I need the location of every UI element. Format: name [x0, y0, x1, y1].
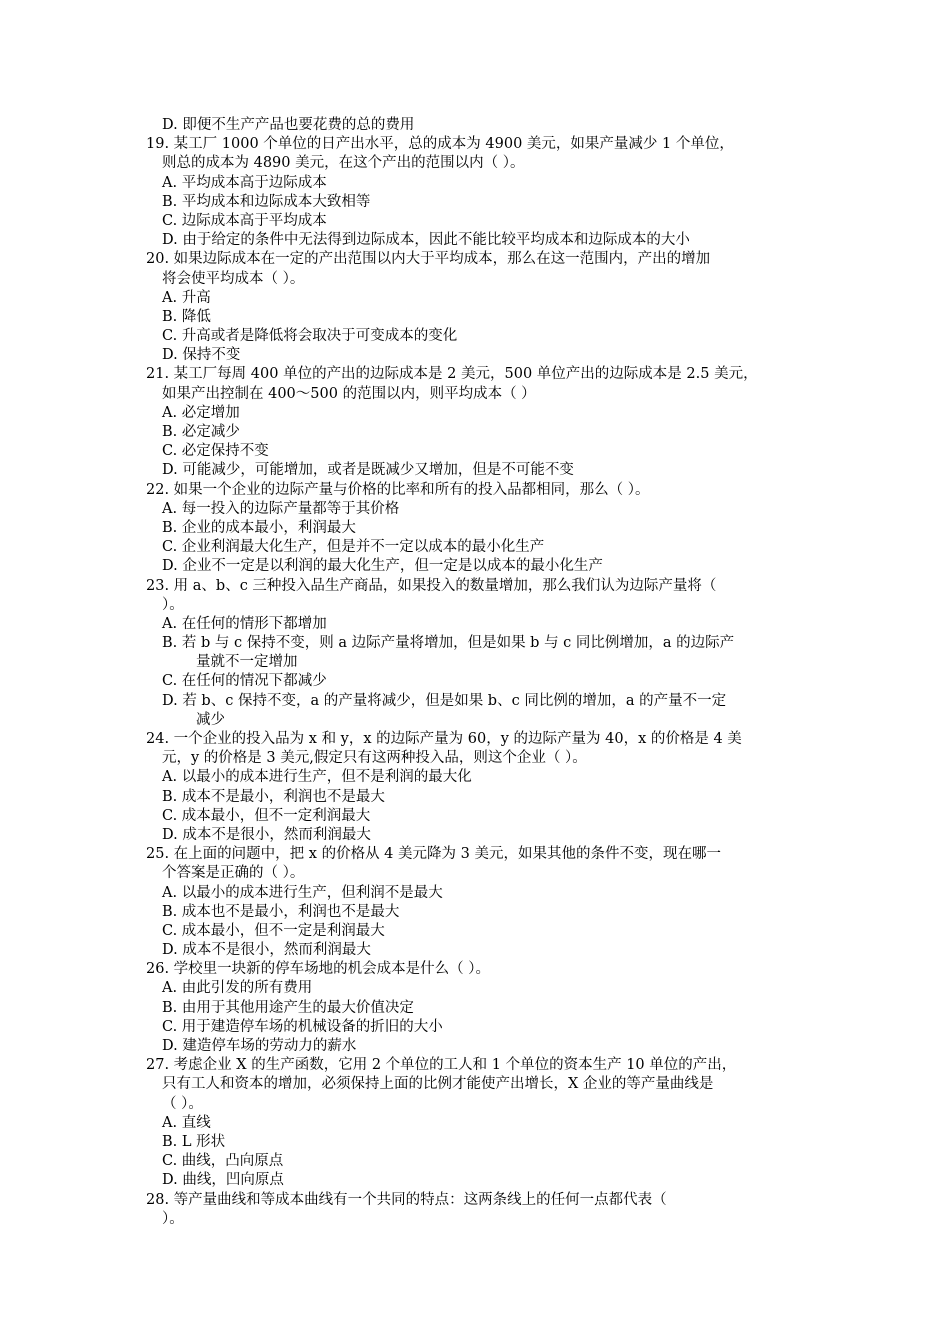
option-line: D. 保持不变	[162, 347, 241, 364]
question-list	[146, 116, 806, 1229]
option-line: C. 用于建造停车场的机械设备的折旧的大小	[162, 1018, 443, 1035]
question-line: 28. 等产量曲线和等成本曲线有一个共同的特点：这两条线上的任何一点都代表（	[146, 1191, 667, 1208]
option-line: D. 可能减少，可能增加，或者是既减少又增加，但是不可能不变	[162, 462, 574, 479]
question-line: 19. 某工厂 1000 个单位的日产出水平，总的成本为 4900 美元，如果产量减少 1 个单位，	[146, 136, 734, 153]
option-line: A. 必定增加	[162, 404, 240, 421]
option-line: A. 以最小的成本进行生产，但不是利润的最大化	[162, 769, 472, 786]
option-line: 量就不一定增加	[196, 654, 298, 671]
option-line: D. 若 b、c 保持不变，a 的产量将减少，但是如果 b、c 同比例的增加，a 的产量不一定	[162, 692, 727, 709]
question-continuation: 将会使平均成本（ ）。	[162, 270, 305, 287]
question-line: 24. 一个企业的投入品为 x 和 y，x 的边际产量为 60，y 的边际产量为 40，x 的价格是 4 美	[146, 731, 742, 747]
option-line: C. 企业利润最大化生产，但是并不一定以成本的最小化生产	[162, 539, 545, 556]
option-line: D. 由于给定的条件中无法得到边际成本，因此不能比较平均成本和边际成本的大小	[162, 232, 690, 249]
option-line: A. 在任何的情形下都增加	[162, 615, 327, 632]
option-line: D. 即便不生产产品也要花费的总的费用	[162, 117, 415, 133]
option-line: B. 平均成本和边际成本大致相等	[162, 193, 371, 210]
question-line: 20. 如果边际成本在一定的产出范围以内大于平均成本，那么在这一范围内，产出的增加	[146, 251, 711, 268]
option-line: C. 在任何的情况下都减少	[162, 673, 327, 690]
option-line: C. 曲线，凸向原点	[162, 1153, 284, 1170]
question-continuation: 个答案是正确的（ ）。	[162, 865, 305, 882]
option-line: B. 降低	[162, 308, 211, 325]
option-line: B. 成本也不是最小，利润也不是最大	[162, 903, 400, 920]
option-line: A. 升高	[162, 289, 211, 306]
question-continuation: ）。	[162, 596, 184, 613]
option-line: A. 每一投入的边际产量都等于其价格	[162, 500, 400, 517]
question-continuation: （ ）。	[162, 1095, 203, 1112]
option-line: B. 成本不是最小，利润也不是最大	[162, 788, 385, 805]
question-continuation: 则总的成本为 4890 美元，在这个产出的范围以内（ ）。	[162, 155, 525, 172]
question-line: 21. 某工厂每周 400 单位的产出的边际成本是 2 美元，500 单位产出的边际成本是 2.5 美元，	[146, 366, 758, 383]
question-line: 23. 用 a、b、c 三种投入品生产商品，如果投入的数量增加，那么我们认为边际产量将（	[146, 577, 717, 594]
option-line: C. 升高或者是降低将会取决于可变成本的变化	[162, 328, 458, 345]
question-line: 26. 学校里一块新的停车场地的机会成本是什么（ ）。	[146, 961, 491, 978]
option-line: D. 成本不是很小，然而利润最大	[162, 826, 371, 843]
option-line: 减少	[196, 711, 225, 728]
option-line: A. 由此引发的所有费用	[162, 980, 313, 997]
option-line: A. 以最小的成本进行生产，但利润不是最大	[162, 884, 443, 901]
option-line: B. 若 b 与 c 保持不变，则 a 边际产量将增加，但是如果 b 与 c 同比例增加，a 的边际产	[162, 635, 735, 652]
question-line: 25. 在上面的问题中，把 x 的价格从 4 美元降为 3 美元，如果其他的条件不变，现在哪一	[146, 846, 721, 863]
question-continuation: 元，y 的价格是 3 美元,假定只有这两种投入品，则这个企业（ ）。	[162, 750, 587, 767]
question-line: 22. 如果一个企业的边际产量与价格的比率和所有的投入品都相同，那么（ ）。	[146, 481, 650, 498]
option-line: A. 平均成本高于边际成本	[162, 174, 327, 191]
option-line: C. 成本最小，但不一定利润最大	[162, 807, 371, 824]
option-line: B. L 形状	[162, 1133, 226, 1150]
option-line: D. 曲线，凹向原点	[162, 1172, 284, 1189]
option-line: C. 边际成本高于平均成本	[162, 212, 327, 229]
option-line: D. 成本不是很小，然而利润最大	[162, 942, 371, 959]
option-line: B. 必定减少	[162, 424, 240, 440]
option-line: C. 必定保持不变	[162, 443, 269, 460]
option-line: D. 建造停车场的劳动力的薪水	[162, 1038, 357, 1054]
question-line: 27. 考虑企业 X 的生产函数，它用 2 个单位的工人和 1 个单位的资本生产 10 单位的产出，	[146, 1057, 737, 1074]
question-continuation: 如果产出控制在 400～500 的范围以内，则平均成本（ ）	[162, 385, 536, 402]
question-continuation: 只有工人和资本的增加，必须保持上面的比例才能使产出增长，X 企业的等产量曲线是	[162, 1076, 714, 1093]
option-line: C. 成本最小，但不一定是利润最大	[162, 922, 385, 939]
question-continuation: ）。	[162, 1210, 184, 1227]
option-line: B. 企业的成本最小，利润最大	[162, 519, 356, 536]
option-line: B. 由用于其他用途产生的最大价值决定	[162, 999, 414, 1016]
option-line: A. 直线	[162, 1114, 211, 1131]
option-line: D. 企业不一定是以利润的最大化生产，但一定是以成本的最小化生产	[162, 558, 603, 575]
